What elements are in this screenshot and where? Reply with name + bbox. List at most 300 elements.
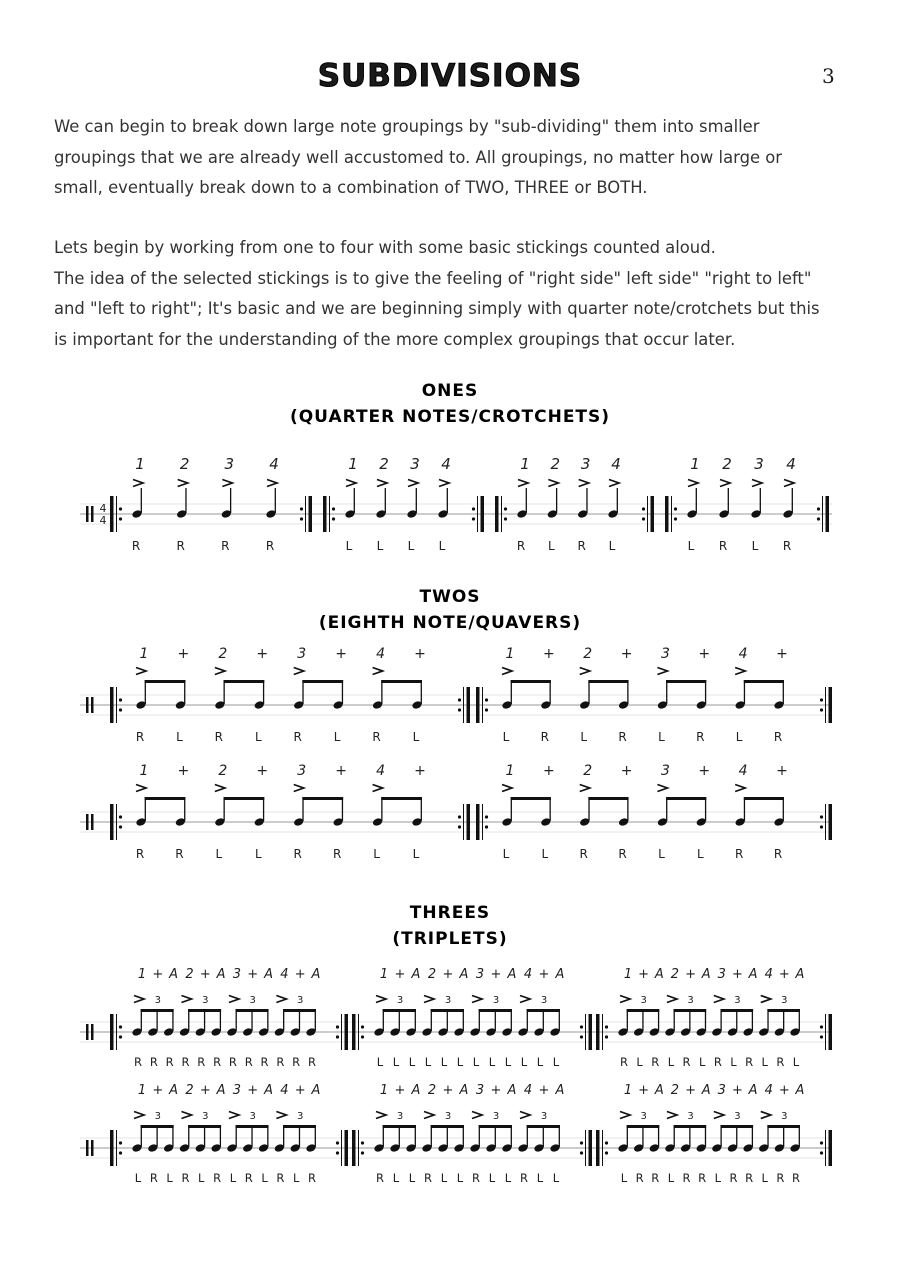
count-label: +	[620, 763, 633, 779]
sticking-label: L	[412, 730, 420, 744]
sticking-label: L	[751, 539, 759, 553]
count-label: +	[256, 763, 269, 779]
repeat-dot	[119, 1025, 122, 1028]
count-label: +	[394, 967, 406, 982]
sticking-label: L	[504, 1055, 512, 1069]
accent-mark	[424, 996, 434, 1003]
accent-mark	[761, 996, 771, 1003]
count-label: +	[776, 646, 788, 662]
count-label: 2	[722, 455, 732, 473]
accent-mark	[134, 996, 144, 1003]
sticking-label: L	[667, 1171, 675, 1185]
count-label: A	[555, 1083, 565, 1098]
accent-mark	[579, 480, 589, 487]
repeat-dot	[119, 825, 122, 828]
count-label: 3	[297, 646, 307, 662]
sticking-label: L	[254, 730, 262, 744]
beam	[511, 680, 551, 683]
beam	[302, 797, 343, 800]
count-label: 2	[218, 763, 228, 779]
count-label: A	[795, 967, 805, 982]
count-label: +	[490, 967, 502, 982]
repeat-dot	[458, 698, 461, 701]
accent-mark	[752, 480, 762, 487]
repeat-dot	[119, 815, 122, 818]
accent-mark	[714, 996, 724, 1003]
count-label: 4	[786, 455, 796, 473]
sticking-label: L	[134, 1171, 142, 1185]
accent-mark	[376, 996, 386, 1003]
sticking-label: L	[440, 1171, 448, 1185]
repeat-start-thick-bar	[352, 1130, 356, 1166]
sticking-label: R	[276, 1055, 285, 1069]
count-label: A	[654, 967, 664, 982]
section-subtitle: (EIGHTH NOTE/QUAVERS)	[318, 613, 582, 633]
sticking-label: L	[376, 1055, 384, 1069]
intro-line: small, eventually break down to a combination of TWO, THREE or BOTH.	[54, 178, 648, 198]
sticking-label: L	[620, 1171, 628, 1185]
repeat-dot	[504, 517, 507, 520]
sticking-label: L	[215, 847, 223, 861]
repeat-end-thick-bar	[589, 1130, 593, 1166]
beam	[224, 680, 265, 683]
triplet-number: 3	[640, 1111, 647, 1122]
triplet-number: 3	[296, 995, 304, 1006]
count-label: A	[411, 1083, 421, 1098]
beam	[381, 797, 422, 800]
beam	[666, 797, 706, 800]
repeat-start-thick-bar	[110, 687, 114, 723]
sticking-label: R	[618, 847, 627, 861]
count-label: A	[507, 967, 517, 982]
sticking-label: R	[472, 1171, 480, 1185]
sticking-label: R	[308, 1171, 316, 1185]
count-label: 1	[690, 455, 700, 473]
time-signature-bottom: 4	[99, 514, 107, 527]
repeat-dot	[580, 1151, 583, 1154]
accent-mark	[267, 480, 277, 487]
count-label: 3	[717, 1083, 726, 1098]
count-label: 3	[297, 763, 307, 779]
triplet-number: 3	[154, 995, 162, 1006]
sticking-label: R	[651, 1055, 660, 1069]
sticking-label: R	[745, 1171, 754, 1185]
sticking-label: L	[488, 1055, 496, 1069]
count-label: 4	[441, 455, 451, 473]
repeat-dot	[458, 815, 461, 818]
repeat-dot	[485, 825, 488, 828]
sticking-label: R	[577, 539, 586, 553]
count-label: 3	[475, 1083, 485, 1098]
percussion-clef	[91, 697, 94, 713]
sticking-label: L	[552, 1055, 560, 1069]
repeat-dot	[119, 1141, 122, 1144]
percussion-clef	[86, 1140, 89, 1156]
sticking-label: R	[213, 1171, 222, 1185]
beam	[588, 797, 628, 800]
accent-mark	[136, 785, 146, 792]
count-label: +	[247, 967, 259, 982]
repeat-start-thick-bar	[352, 1014, 356, 1050]
sticking-label: R	[213, 1055, 222, 1069]
repeat-start-thick-bar	[665, 496, 669, 532]
percussion-clef	[91, 506, 94, 522]
sticking-label: L	[547, 539, 555, 553]
percussion-clef	[91, 1024, 94, 1040]
count-label: 1	[520, 455, 530, 473]
sticking-label: R	[165, 1055, 174, 1069]
sticking-label: R	[618, 730, 627, 744]
sticking-label: R	[734, 847, 744, 861]
count-label: A	[795, 1083, 805, 1098]
count-label: A	[311, 1083, 321, 1098]
accent-mark	[667, 996, 677, 1003]
sticking-label: R	[520, 1171, 528, 1185]
count-label: +	[538, 1083, 550, 1098]
sticking-label: L	[333, 730, 341, 744]
repeat-dot	[605, 1141, 608, 1144]
accent-mark	[548, 480, 558, 487]
accent-mark	[520, 1112, 530, 1119]
count-label: 1	[137, 1083, 147, 1098]
sticking-label: R	[221, 539, 230, 553]
beam	[744, 680, 784, 683]
triplet-number: 3	[444, 995, 452, 1006]
count-label: +	[732, 967, 743, 982]
sticking-label: L	[292, 1171, 300, 1185]
sticking-label: R	[773, 730, 783, 744]
beam	[588, 680, 628, 683]
accent-mark	[229, 996, 239, 1003]
count-label: 4	[611, 455, 621, 473]
beam	[145, 797, 186, 800]
sticking-label: R	[682, 1171, 691, 1185]
count-label: 2	[583, 646, 593, 662]
section-title: THREES	[409, 903, 491, 923]
count-label: 1	[505, 646, 515, 662]
sticking-label: L	[440, 1055, 448, 1069]
accent-mark	[181, 1112, 191, 1119]
sticking-label: L	[687, 539, 695, 553]
sticking-label: R	[131, 539, 141, 553]
count-label: 2	[427, 1083, 437, 1098]
count-label: +	[199, 1083, 211, 1098]
repeat-start-thick-bar	[110, 496, 114, 532]
accent-mark	[657, 668, 667, 675]
accent-mark	[439, 480, 449, 487]
count-label: +	[294, 1083, 306, 1098]
count-label: 3	[232, 1083, 242, 1098]
triplet-number: 3	[396, 995, 404, 1006]
count-label: +	[152, 1083, 164, 1098]
sticking-label: R	[698, 1171, 707, 1185]
repeat-start-thick-bar	[495, 496, 499, 532]
repeat-dot	[580, 1025, 583, 1028]
triplet-number: 3	[249, 995, 256, 1006]
count-label: +	[778, 1083, 790, 1098]
count-label: 1	[505, 763, 515, 779]
count-label: 4	[280, 967, 289, 982]
repeat-start-thick-bar	[596, 1130, 600, 1166]
repeat-dot	[820, 815, 823, 818]
count-label: 4	[269, 455, 279, 473]
section-title: TWOS	[419, 587, 481, 607]
accent-mark	[178, 480, 188, 487]
sticking-label: R	[776, 1055, 785, 1069]
count-label: 4	[764, 967, 773, 982]
percussion-clef	[86, 1024, 89, 1040]
sticking-label: L	[636, 1055, 643, 1069]
sticking-label: L	[408, 1055, 416, 1069]
percussion-clef	[86, 814, 89, 830]
accent-mark	[735, 668, 745, 675]
sticking-label: L	[658, 730, 665, 744]
count-label: 1	[135, 455, 145, 473]
count-label: 1	[623, 967, 633, 982]
repeat-dot	[820, 708, 823, 711]
repeat-end-thick-bar	[589, 1014, 593, 1050]
accent-mark	[620, 1112, 630, 1119]
count-label: A	[701, 967, 711, 982]
sticking-label: R	[332, 847, 342, 861]
sticking-label: R	[176, 539, 185, 553]
count-label: +	[177, 646, 190, 662]
accent-mark	[181, 996, 191, 1003]
accent-mark	[714, 1112, 724, 1119]
count-label: 3	[410, 455, 420, 473]
accent-mark	[472, 996, 482, 1003]
count-label: +	[256, 646, 269, 662]
sticking-label: L	[198, 1171, 205, 1185]
sticking-label: L	[376, 539, 384, 553]
count-label: +	[638, 967, 650, 982]
count-label: 4	[523, 1083, 533, 1098]
percussion-clef	[86, 506, 89, 522]
repeat-dot	[817, 507, 820, 510]
accent-mark	[424, 1112, 434, 1119]
sticking-label: L	[392, 1171, 400, 1185]
intro-line: is important for the understanding of the more complex groupings that occur later.	[54, 330, 736, 350]
accent-mark	[276, 996, 286, 1003]
count-label: 2	[218, 646, 228, 662]
accent-mark	[667, 1112, 677, 1119]
repeat-dot	[119, 708, 122, 711]
sticking-label: R	[718, 539, 728, 553]
count-label: A	[701, 1083, 711, 1098]
sticking-label: R	[776, 1171, 785, 1185]
triplet-number: 3	[444, 1111, 452, 1122]
sticking-label: R	[197, 1055, 206, 1069]
sticking-label: R	[745, 1055, 754, 1069]
accent-mark	[657, 785, 667, 792]
repeat-start-thick-bar	[476, 687, 480, 723]
sticking-label: L	[407, 539, 415, 553]
count-label: A	[264, 1083, 273, 1098]
accent-mark	[784, 480, 794, 487]
accent-mark	[580, 668, 590, 675]
intro-line: Lets begin by working from one to four with some basic stickings counted aloud.	[54, 238, 716, 257]
sticking-label: L	[658, 847, 665, 861]
count-label: +	[698, 646, 711, 662]
accent-mark	[215, 785, 225, 792]
count-label: +	[685, 967, 696, 982]
count-label: A	[459, 967, 469, 982]
repeat-dot	[119, 517, 122, 520]
count-label: +	[776, 763, 788, 779]
section-subtitle: (TRIPLETS)	[392, 929, 508, 949]
count-label: +	[698, 763, 711, 779]
accent-mark	[620, 996, 630, 1003]
repeat-start-thick-bar	[323, 496, 327, 532]
sticking-label: L	[502, 847, 510, 861]
repeat-end-thick-bar	[345, 1014, 349, 1050]
sticking-label: L	[520, 1055, 528, 1069]
count-label: 2	[179, 455, 190, 473]
count-label: 3	[224, 455, 235, 473]
count-label: 3	[717, 967, 726, 982]
sticking-label: R	[540, 730, 550, 744]
repeat-end-thick-bar	[651, 496, 655, 532]
repeat-dot	[820, 1151, 823, 1154]
section-subtitle: (QUARTER NOTES/CROTCHETS)	[289, 407, 611, 427]
accent-mark	[229, 1112, 239, 1119]
sticking-label: R	[135, 847, 145, 861]
repeat-dot	[119, 698, 122, 701]
sticking-label: L	[254, 847, 262, 861]
sticking-label: L	[424, 1055, 432, 1069]
sticking-label: L	[536, 1171, 544, 1185]
count-label: +	[199, 967, 211, 982]
sticking-label: L	[504, 1171, 512, 1185]
sticking-label: R	[792, 1171, 800, 1185]
count-label: 2	[550, 455, 561, 473]
repeat-dot	[119, 1151, 122, 1154]
accent-mark	[688, 480, 698, 487]
page-title: SUBDIVISIONS	[317, 58, 583, 94]
count-label: 2	[427, 967, 437, 982]
repeat-dot	[820, 1035, 823, 1038]
sticking-label: L	[261, 1171, 268, 1185]
beam	[744, 797, 784, 800]
sticking-label: R	[260, 1055, 269, 1069]
sticking-label: R	[276, 1171, 285, 1185]
accent-mark	[502, 668, 512, 675]
sticking-label: R	[713, 1055, 722, 1069]
triplet-number: 3	[249, 1111, 256, 1122]
accent-mark	[761, 1112, 771, 1119]
repeat-end-thick-bar	[467, 804, 471, 840]
sticking-label: L	[392, 1055, 400, 1069]
sticking-label: R	[635, 1171, 644, 1185]
count-label: 1	[379, 1083, 389, 1098]
repeat-dot	[336, 1035, 339, 1038]
count-label: 1	[139, 763, 149, 779]
sticking-label: L	[176, 730, 183, 744]
accent-mark	[735, 785, 745, 792]
repeat-dot	[820, 698, 823, 701]
count-label: +	[490, 1083, 502, 1098]
count-label: 4	[280, 1083, 289, 1098]
accent-mark	[376, 1112, 386, 1119]
count-label: 1	[139, 646, 149, 662]
repeat-dot	[580, 1141, 583, 1144]
count-label: +	[247, 1083, 259, 1098]
sticking-label: L	[472, 1055, 480, 1069]
sticking-label: L	[438, 539, 446, 553]
sticking-label: R	[181, 1055, 190, 1069]
triplet-number: 3	[781, 1111, 788, 1122]
count-label: +	[394, 1083, 406, 1098]
triplet-number: 3	[640, 995, 647, 1006]
count-label: 2	[379, 455, 389, 473]
sticking-label: L	[730, 1055, 737, 1069]
repeat-dot	[642, 507, 645, 510]
repeat-end-thick-bar	[467, 687, 471, 723]
count-label: +	[414, 763, 426, 779]
repeat-end-thick-bar	[309, 496, 313, 532]
sticking-label: R	[244, 1171, 253, 1185]
repeat-dot	[605, 1025, 608, 1028]
sticking-label: L	[456, 1171, 464, 1185]
sticking-label: R	[682, 1055, 691, 1069]
triplet-number: 3	[781, 995, 788, 1006]
repeat-dot	[361, 1151, 364, 1154]
time-signature-top: 4	[99, 502, 107, 515]
count-label: +	[638, 1083, 650, 1098]
accent-mark	[276, 1112, 286, 1119]
page-number: 3	[822, 64, 835, 88]
accent-mark	[346, 480, 356, 487]
sticking-label: R	[228, 1055, 237, 1069]
repeat-dot	[458, 825, 461, 828]
repeat-dot	[472, 517, 475, 520]
sticking-label: L	[345, 539, 353, 553]
repeat-end-thick-bar	[829, 687, 833, 723]
beam	[381, 680, 422, 683]
repeat-end-thick-bar	[826, 496, 830, 532]
accent-mark	[134, 1112, 144, 1119]
count-label: 2	[185, 967, 194, 982]
sticking-label: L	[229, 1171, 237, 1185]
accent-mark	[294, 668, 304, 675]
count-label: 1	[623, 1083, 633, 1098]
repeat-dot	[485, 698, 488, 701]
triplet-number: 3	[396, 1111, 404, 1122]
repeat-end-thick-bar	[345, 1130, 349, 1166]
repeat-start-thick-bar	[476, 804, 480, 840]
repeat-start-thick-bar	[110, 1014, 114, 1050]
sticking-label: L	[761, 1055, 768, 1069]
repeat-dot	[820, 1025, 823, 1028]
intro-line: and "left to right"; It's basic and we are beginning simply with quarter note/crotchets but this	[54, 299, 820, 319]
count-label: +	[152, 967, 164, 982]
count-label: 3	[754, 455, 764, 473]
count-label: 3	[660, 763, 670, 779]
sticking-label: R	[424, 1171, 432, 1185]
percussion-clef	[91, 1140, 94, 1156]
sticking-label: R	[175, 847, 184, 861]
accent-mark	[373, 668, 383, 675]
accent-mark	[133, 480, 143, 487]
sticking-label: L	[608, 539, 616, 553]
repeat-dot	[820, 825, 823, 828]
repeat-start-thick-bar	[110, 804, 114, 840]
count-label: 3	[232, 967, 242, 982]
repeat-dot	[605, 1035, 608, 1038]
count-label: 4	[764, 1083, 773, 1098]
accent-mark	[518, 480, 528, 487]
sticking-label: L	[735, 730, 743, 744]
